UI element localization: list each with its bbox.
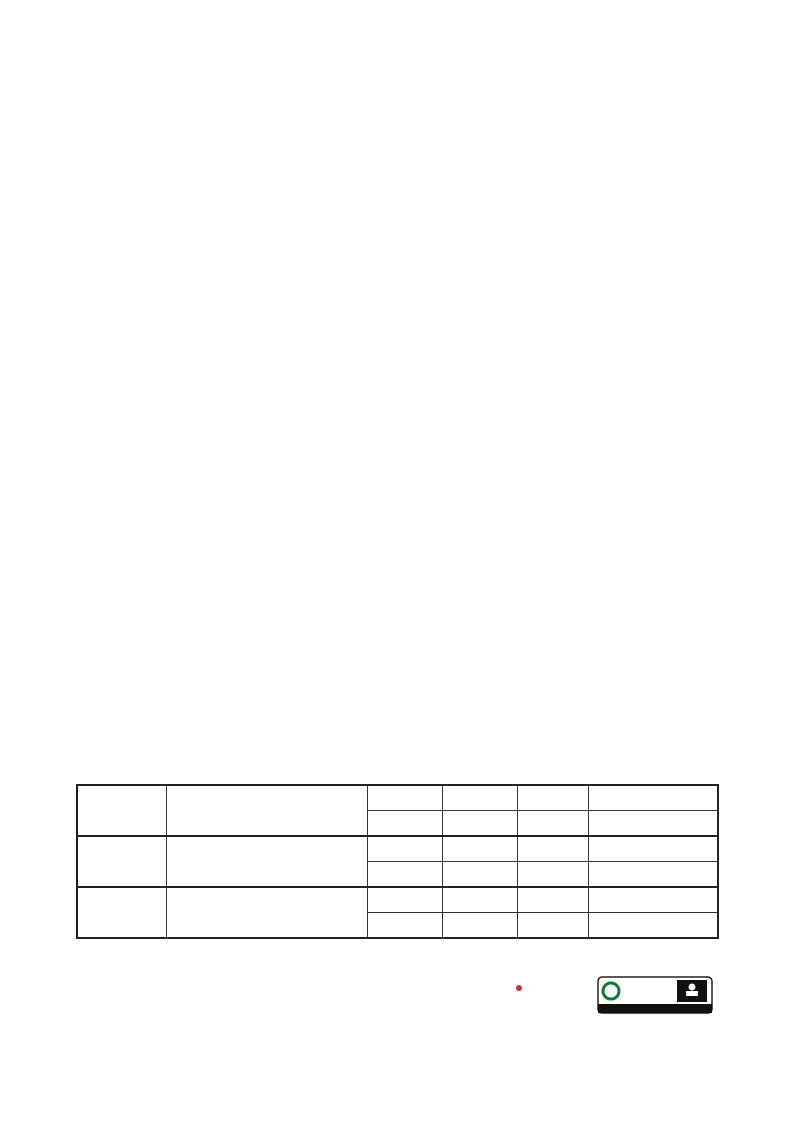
phone-cell	[589, 862, 719, 888]
logo-accent-dot	[516, 985, 522, 991]
title-cell	[443, 811, 518, 837]
phone-cell	[589, 887, 719, 913]
name-cell	[518, 913, 589, 939]
phone-cell	[589, 836, 719, 862]
policy-briefing-logo	[505, 978, 591, 1012]
open-license-logo	[597, 976, 713, 1014]
name-cell	[518, 811, 589, 837]
name-cell	[518, 785, 589, 811]
role-cell	[368, 811, 443, 837]
dept-cell	[77, 887, 167, 938]
title-cell	[443, 862, 518, 888]
person-icon	[689, 984, 696, 991]
name-cell	[518, 862, 589, 888]
name-cell	[518, 836, 589, 862]
dept-cell	[77, 836, 167, 887]
phone-cell	[589, 785, 719, 811]
contact-row	[77, 785, 718, 811]
org-cell	[167, 836, 368, 887]
phone-cell	[589, 913, 719, 939]
open-license-caption-bar	[598, 1004, 712, 1013]
role-cell	[368, 887, 443, 913]
name-cell	[518, 887, 589, 913]
role-cell	[368, 836, 443, 862]
role-cell	[368, 785, 443, 811]
org-cell	[167, 887, 368, 938]
role-cell	[368, 913, 443, 939]
phone-cell	[589, 811, 719, 837]
role-cell	[368, 862, 443, 888]
org-cell	[167, 785, 368, 836]
contact-table	[76, 784, 719, 939]
contact-row	[77, 887, 718, 913]
title-cell	[443, 785, 518, 811]
dept-cell	[77, 785, 167, 836]
title-cell	[443, 913, 518, 939]
person-icon-body	[686, 991, 698, 996]
contact-row	[77, 836, 718, 862]
title-cell	[443, 887, 518, 913]
title-cell	[443, 836, 518, 862]
